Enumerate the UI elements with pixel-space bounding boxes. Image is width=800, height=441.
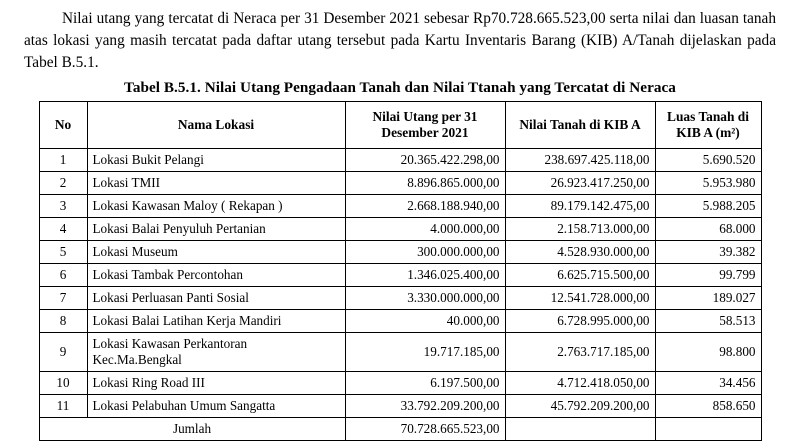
debt-land-table <box>39 101 762 441</box>
cell-nilai-tanah: 238.697.425.118,00 <box>505 149 655 172</box>
cell-luas-tanah: 58.513 <box>655 310 761 333</box>
cell-luas-tanah: 98.800 <box>655 333 761 372</box>
cell-no: 3 <box>39 195 87 218</box>
cell-luas-tanah: 189.027 <box>655 287 761 310</box>
cell-utang: 33.792.209.200,00 <box>345 395 505 418</box>
cell-nilai-tanah: 6.728.995.000,00 <box>505 310 655 333</box>
total-nilai-tanah <box>505 418 655 441</box>
column-header-no: No <box>39 102 87 149</box>
cell-utang: 3.330.000.000,00 <box>345 287 505 310</box>
cell-no: 4 <box>39 218 87 241</box>
cell-nilai-tanah: 4.712.418.050,00 <box>505 372 655 395</box>
cell-lokasi: Lokasi Ring Road III <box>87 372 345 395</box>
cell-lokasi: Lokasi Museum <box>87 241 345 264</box>
cell-luas-tanah: 5.988.205 <box>655 195 761 218</box>
cell-no: 7 <box>39 287 87 310</box>
cell-nilai-tanah: 26.923.417.250,00 <box>505 172 655 195</box>
column-header-lokasi: Nama Lokasi <box>87 102 345 149</box>
cell-lokasi: Lokasi Pelabuhan Umum Sangatta <box>87 395 345 418</box>
cell-luas-tanah: 5.690.520 <box>655 149 761 172</box>
cell-no: 6 <box>39 264 87 287</box>
cell-luas-tanah: 99.799 <box>655 264 761 287</box>
cell-nilai-tanah: 6.625.715.500,00 <box>505 264 655 287</box>
cell-utang: 20.365.422.298,00 <box>345 149 505 172</box>
table-row <box>39 149 761 172</box>
cell-utang: 2.668.188.940,00 <box>345 195 505 218</box>
cell-nilai-tanah: 12.541.728.000,00 <box>505 287 655 310</box>
cell-lokasi: Lokasi Kawasan Perkantoran Kec.Ma.Bengkal <box>87 333 345 372</box>
cell-utang: 1.346.025.400,00 <box>345 264 505 287</box>
table-header-row <box>39 102 761 149</box>
cell-nilai-tanah: 2.763.717.185,00 <box>505 333 655 372</box>
total-label: Jumlah <box>39 418 345 441</box>
cell-nilai-tanah: 4.528.930.000,00 <box>505 241 655 264</box>
cell-luas-tanah: 34.456 <box>655 372 761 395</box>
cell-no: 2 <box>39 172 87 195</box>
cell-lokasi: Lokasi Kawasan Maloy ( Rekapan ) <box>87 195 345 218</box>
table-row <box>39 195 761 218</box>
cell-utang: 6.197.500,00 <box>345 372 505 395</box>
table-total-row <box>39 418 761 441</box>
cell-luas-tanah: 5.953.980 <box>655 172 761 195</box>
table-body <box>39 149 761 441</box>
total-utang: 70.728.665.523,00 <box>345 418 505 441</box>
cell-nilai-tanah: 45.792.209.200,00 <box>505 395 655 418</box>
table-header <box>39 102 761 149</box>
cell-no: 8 <box>39 310 87 333</box>
cell-lokasi: Lokasi Balai Latihan Kerja Mandiri <box>87 310 345 333</box>
cell-nilai-tanah: 89.179.142.475,00 <box>505 195 655 218</box>
table-row <box>39 333 761 372</box>
table-row <box>39 395 761 418</box>
cell-utang: 40.000,00 <box>345 310 505 333</box>
cell-nilai-tanah: 2.158.713.000,00 <box>505 218 655 241</box>
cell-no: 11 <box>39 395 87 418</box>
cell-luas-tanah: 39.382 <box>655 241 761 264</box>
cell-no: 1 <box>39 149 87 172</box>
table-row <box>39 172 761 195</box>
cell-lokasi: Lokasi Perluasan Panti Sosial <box>87 287 345 310</box>
cell-no: 10 <box>39 372 87 395</box>
cell-utang: 4.000.000,00 <box>345 218 505 241</box>
table-row <box>39 218 761 241</box>
column-header-nilai-tanah: Nilai Tanah di KIB A <box>505 102 655 149</box>
cell-utang: 300.000.000,00 <box>345 241 505 264</box>
cell-lokasi: Lokasi Tambak Percontohan <box>87 264 345 287</box>
intro-paragraph <box>22 8 778 74</box>
column-header-luas-tanah: Luas Tanah di KIB A (m²) <box>655 102 761 149</box>
table-row <box>39 241 761 264</box>
cell-no: 9 <box>39 333 87 372</box>
column-header-utang: Nilai Utang per 31 Desember 2021 <box>345 102 505 149</box>
cell-lokasi: Lokasi TMII <box>87 172 345 195</box>
cell-luas-tanah: 858.650 <box>655 395 761 418</box>
table-row <box>39 372 761 395</box>
total-luas-tanah <box>655 418 761 441</box>
cell-lokasi: Lokasi Balai Penyuluh Pertanian <box>87 218 345 241</box>
cell-luas-tanah: 68.000 <box>655 218 761 241</box>
intro-text: Nilai utang yang tercatat di Neraca per 31 Desember 2021 sebesar Rp70.728.665.523,00 serta nilai dan luasan tanah atas lokasi yang masih tercatat pada daftar utang tersebut pada Kartu Inventaris Barang (KIB) A/Tanah dijelaskan pada Tabel B.5.1. <box>24 10 776 72</box>
cell-no: 5 <box>39 241 87 264</box>
cell-utang: 19.717.185,00 <box>345 333 505 372</box>
table-row <box>39 287 761 310</box>
cell-utang: 8.896.865.000,00 <box>345 172 505 195</box>
table-row <box>39 264 761 287</box>
cell-lokasi: Lokasi Bukit Pelangi <box>87 149 345 172</box>
table-row <box>39 310 761 333</box>
table-caption: Tabel B.5.1. Nilai Utang Pengadaan Tanah dan Nilai Ttanah yang Tercatat di Neraca <box>124 79 676 97</box>
